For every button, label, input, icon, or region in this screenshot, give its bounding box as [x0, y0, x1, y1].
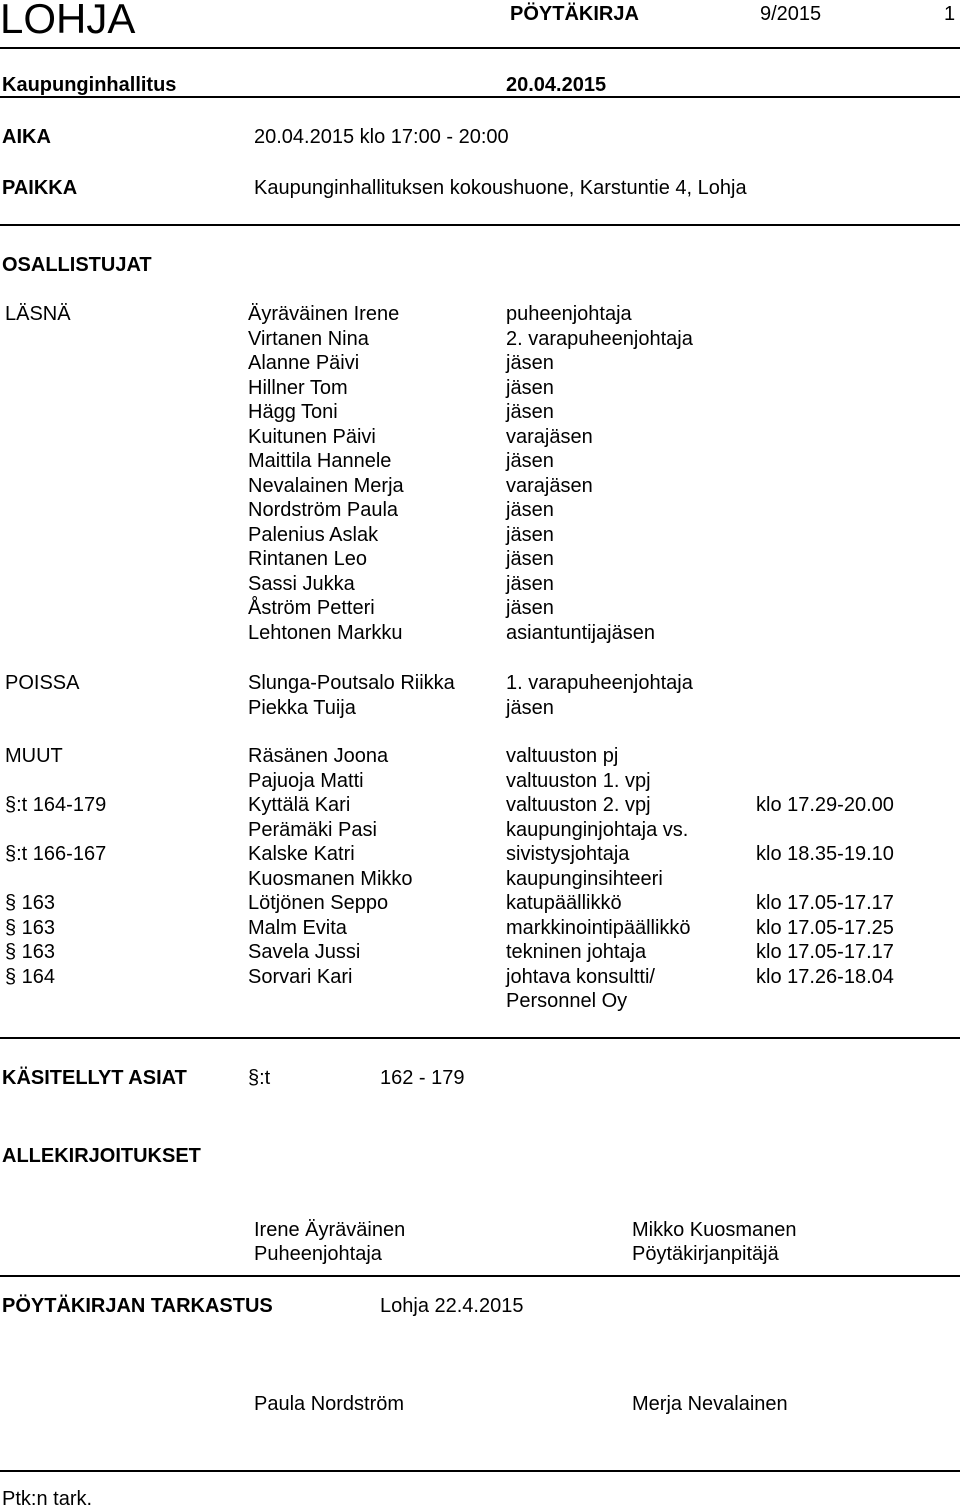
- list-item: [0, 623, 960, 647]
- attendance-time: klo 17.26-18.04: [756, 965, 894, 988]
- absent-role: jäsen: [506, 696, 554, 719]
- participant-name: Kuitunen Päivi: [248, 425, 376, 448]
- other-role: valtuuston pj: [506, 745, 619, 767]
- allekirjoitukset-heading: ALLEKIRJOITUKSET: [2, 1145, 201, 1167]
- other-name: Savela Jussi: [248, 941, 361, 963]
- list-item: [0, 378, 960, 402]
- participant-name: Hillner Tom: [248, 376, 348, 399]
- participant-role: jäsen: [506, 376, 554, 399]
- participants-rule: [0, 1037, 960, 1039]
- participant-name: Alanne Päivi: [248, 352, 360, 374]
- participant-role: varajäsen: [506, 425, 593, 448]
- attendance-section: § 163: [5, 941, 56, 963]
- other-role: sivistysjohtaja: [506, 843, 630, 865]
- participant-role: jäsen: [506, 572, 554, 595]
- paikka-value: Kaupunginhallituksen kokoushuone, Karstuntie 4, Lohja: [254, 177, 747, 199]
- list-item: [0, 893, 960, 917]
- page-number: 1: [944, 3, 956, 25]
- other-role: kaupunginjohtaja vs.: [506, 818, 689, 841]
- lasna-label: LÄSNÄ: [5, 303, 71, 325]
- participant-role: jäsen: [506, 352, 554, 374]
- doc-type: PÖYTÄKIRJA: [510, 3, 639, 25]
- participant-name: Maittila Hannele: [248, 450, 392, 472]
- attendance-section: § 163: [5, 916, 56, 939]
- footer-note: Ptk:n tark.: [2, 1488, 93, 1510]
- doc-number: 9/2015: [760, 3, 822, 25]
- participant-name: Sassi Jukka: [248, 572, 355, 595]
- participant-name: Rintanen Leo: [248, 548, 367, 570]
- other-role: kaupunginsihteeri: [506, 867, 663, 890]
- participant-role: asiantuntijajäsen: [506, 621, 655, 644]
- other-name: Pajuoja Matti: [248, 769, 364, 792]
- list-item: [0, 746, 960, 770]
- list-item: [0, 451, 960, 475]
- participant-name: Nevalainen Merja: [248, 474, 404, 497]
- signer-secretary-title: Pöytäkirjanpitäjä: [632, 1243, 779, 1265]
- attendance-section: § 163: [5, 892, 56, 914]
- meta-rule: [0, 224, 960, 226]
- participant-role: jäsen: [506, 548, 554, 570]
- participant-name: Åström Petteri: [248, 597, 375, 619]
- attendance-time: klo 18.35-19.10: [756, 843, 894, 865]
- other-name: Malm Evita: [248, 916, 347, 939]
- absent-role: 1. varapuheenjohtaja: [506, 672, 693, 694]
- participant-role: puheenjohtaja: [506, 303, 632, 325]
- list-item: [0, 820, 960, 844]
- participant-role: 2. varapuheenjohtaja: [506, 327, 693, 350]
- other-role: tekninen johtaja: [506, 941, 647, 963]
- list-item: [0, 598, 960, 622]
- list-item: [0, 844, 960, 868]
- other-name: Sorvari Kari: [248, 965, 353, 988]
- participant-name: Äyräväinen Irene: [248, 303, 400, 325]
- muut-label: MUUT: [5, 745, 63, 767]
- participant-role: jäsen: [506, 499, 554, 521]
- list-item: [0, 698, 960, 722]
- list-item: [0, 574, 960, 598]
- participant-role: jäsen: [506, 401, 554, 423]
- aika-value: 20.04.2015 klo 17:00 - 20:00: [254, 126, 509, 148]
- participant-role: jäsen: [506, 523, 554, 546]
- other-role: markkinointipäällikkö: [506, 916, 691, 939]
- list-item: [0, 869, 960, 893]
- list-item: [0, 304, 960, 328]
- signer-chair-title: Puheenjohtaja: [254, 1243, 382, 1265]
- other-role: katupäällikkö: [506, 892, 622, 914]
- list-item: [0, 673, 960, 697]
- absent-name: Slunga-Poutsalo Riikka: [248, 672, 455, 694]
- attendance-section: §:t 164-179: [5, 794, 107, 816]
- signer-chair-name: Irene Äyräväinen: [254, 1219, 406, 1241]
- paikka-label: PAIKKA: [2, 177, 78, 199]
- body-rule: [0, 96, 960, 98]
- list-item: [0, 353, 960, 377]
- kasitellyt-label: KÄSITELLYT ASIAT: [2, 1067, 187, 1089]
- attendance-time: klo 17.29-20.00: [756, 794, 894, 816]
- list-item: [0, 329, 960, 353]
- aika-label: AIKA: [2, 126, 51, 148]
- participant-role: jäsen: [506, 450, 554, 472]
- list-item: [0, 967, 960, 991]
- participant-name: Palenius Aslak: [248, 523, 379, 546]
- signer-secretary-name: Mikko Kuosmanen: [632, 1219, 797, 1241]
- logo: LOHJA: [0, 0, 136, 42]
- list-item: [0, 942, 960, 966]
- list-item: [0, 918, 960, 942]
- list-item: [0, 500, 960, 524]
- attendance-section: §:t 166-167: [5, 843, 107, 865]
- attendance-time: klo 17.05-17.25: [756, 916, 894, 939]
- list-item: [0, 991, 960, 1015]
- other-name: Kyttälä Kari: [248, 794, 351, 816]
- participant-role: jäsen: [506, 597, 554, 619]
- kasitellyt-prefix: §:t: [248, 1067, 271, 1089]
- other-name: Lötjönen Seppo: [248, 892, 389, 914]
- other-name: Perämäki Pasi: [248, 818, 377, 841]
- header-rule: [0, 47, 960, 49]
- osallistujat-heading: OSALLISTUJAT: [2, 254, 152, 276]
- tarkastus-heading: PÖYTÄKIRJAN TARKASTUS: [2, 1295, 273, 1317]
- list-item: [0, 402, 960, 426]
- meeting-date: 20.04.2015: [506, 74, 607, 96]
- attendance-time: klo 17.05-17.17: [756, 941, 894, 963]
- participant-name: Nordström Paula: [248, 499, 399, 521]
- absent-name: Piekka Tuija: [248, 696, 356, 719]
- inspector-left-name: Paula Nordström: [254, 1393, 405, 1415]
- other-role: Personnel Oy: [506, 990, 628, 1012]
- other-role: valtuuston 1. vpj: [506, 769, 651, 792]
- kasitellyt-range: 162 - 179: [380, 1067, 465, 1089]
- other-name: Räsänen Joona: [248, 745, 389, 767]
- attendance-section: § 164: [5, 965, 56, 988]
- participant-name: Hägg Toni: [248, 401, 338, 423]
- list-item: [0, 427, 960, 451]
- participant-name: Lehtonen Markku: [248, 621, 403, 644]
- body-name: Kaupunginhallitus: [2, 74, 177, 96]
- attendance-time: klo 17.05-17.17: [756, 892, 894, 914]
- tarkastus-rule: [0, 1470, 960, 1472]
- list-item: [0, 795, 960, 819]
- other-role: valtuuston 2. vpj: [506, 794, 651, 816]
- tarkastus-place-date: Lohja 22.4.2015: [380, 1295, 524, 1317]
- other-name: Kuosmanen Mikko: [248, 867, 413, 890]
- other-role: johtava konsultti/: [506, 965, 655, 988]
- inspector-right-name: Merja Nevalainen: [632, 1393, 788, 1415]
- participant-name: Virtanen Nina: [248, 327, 369, 350]
- other-name: Kalske Katri: [248, 843, 355, 865]
- signatures-rule: [0, 1275, 960, 1277]
- list-item: [0, 525, 960, 549]
- list-item: [0, 549, 960, 573]
- list-item: [0, 771, 960, 795]
- participant-role: varajäsen: [506, 474, 593, 497]
- list-item: [0, 476, 960, 500]
- poissa-label: POISSA: [5, 672, 80, 694]
